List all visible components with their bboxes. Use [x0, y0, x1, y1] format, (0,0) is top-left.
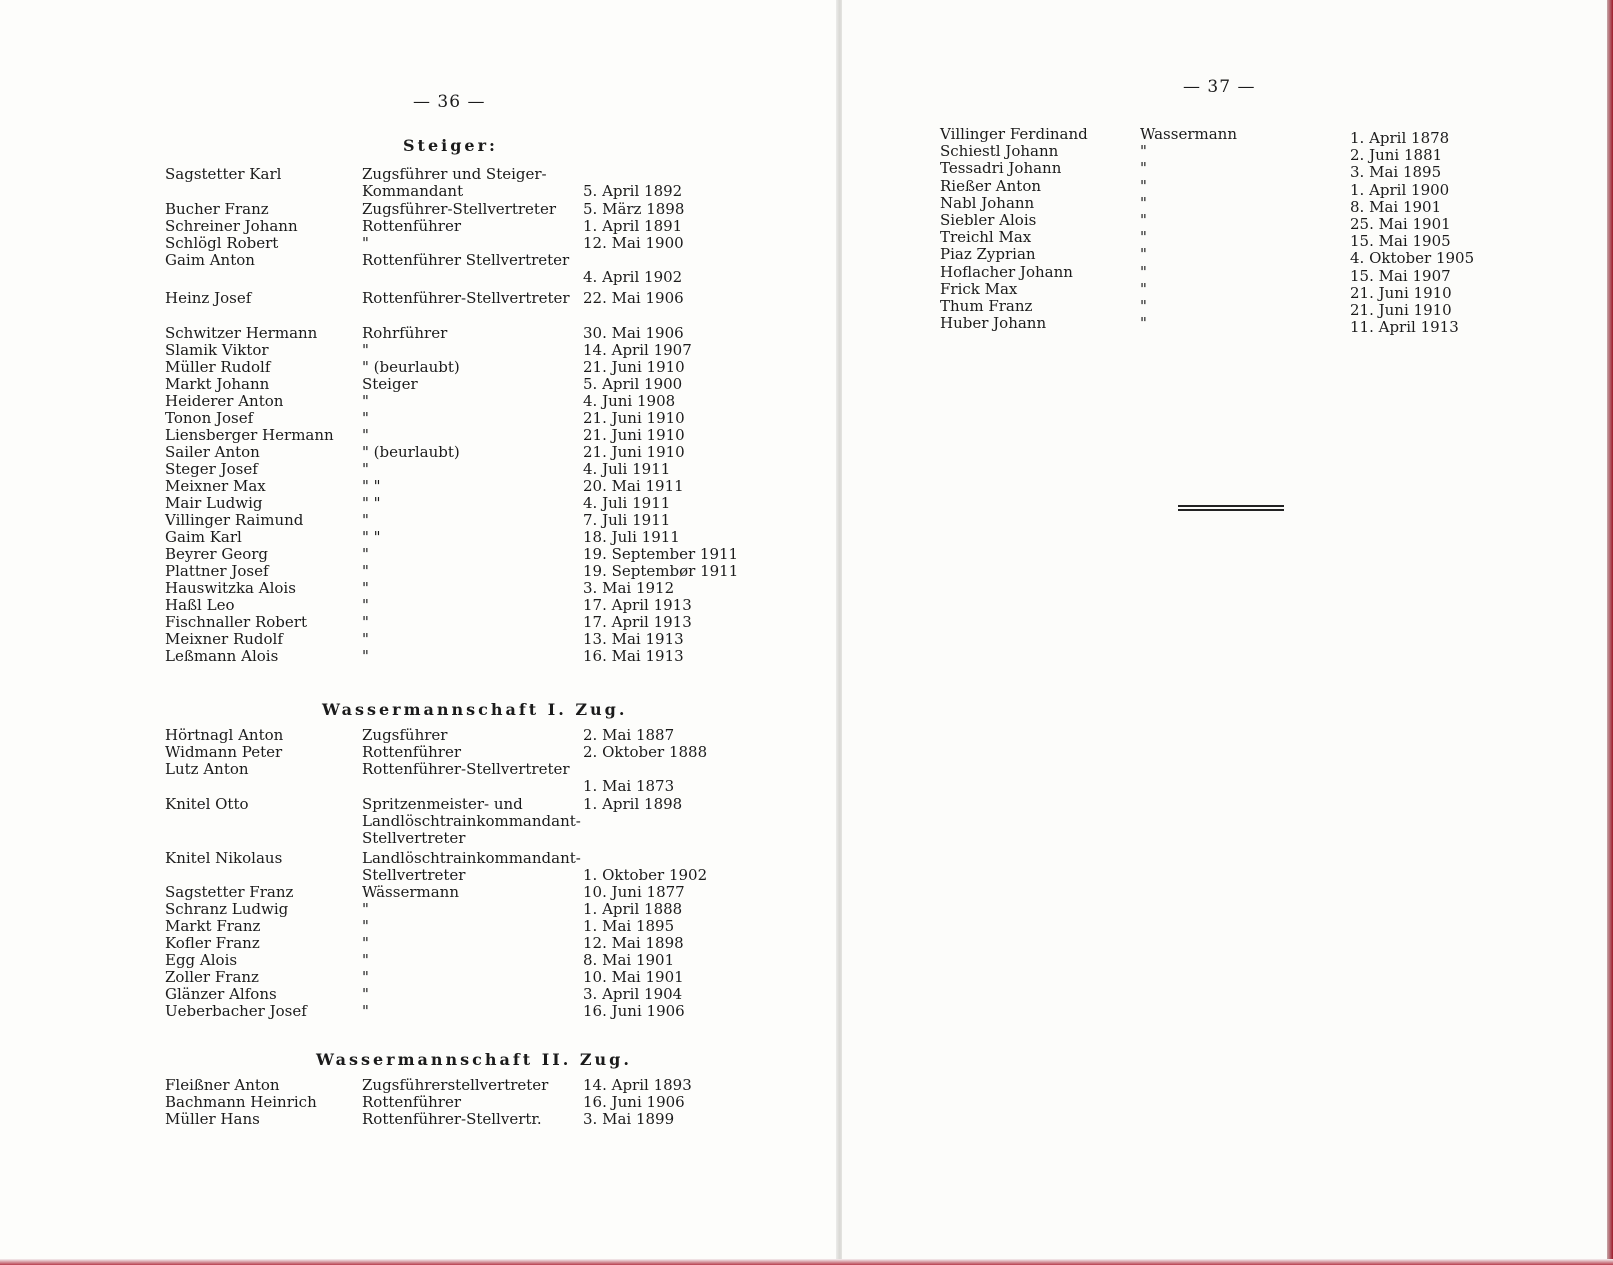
member-rank: "	[1140, 314, 1147, 333]
member-date: 19. September 1911	[583, 545, 739, 563]
member-name: Zoller Franz	[165, 968, 259, 986]
member-name: Knitel Nikolaus	[165, 849, 283, 867]
member-date: 1. Mai 1873	[583, 777, 675, 795]
member-rank: Zugsführer	[362, 726, 448, 744]
member-date: 10. Juni 1877	[583, 883, 685, 901]
member-date: 16. Juni 1906	[583, 1002, 685, 1020]
member-date: 1. April 1891	[583, 217, 683, 235]
member-name: Tonon Josef	[165, 409, 254, 427]
member-date: 2. Mai 1887	[583, 726, 675, 744]
member-date: 1. April 1878	[1350, 129, 1450, 147]
member-name: Glänzer Alfons	[165, 985, 277, 1003]
member-name: Nabl Johann	[940, 193, 1035, 212]
member-name: Frick Max	[940, 279, 1018, 298]
member-name: Lutz Anton	[165, 760, 249, 778]
member-name: Hoflacher Johann	[940, 262, 1073, 281]
member-name: Slamik Viktor	[165, 341, 269, 359]
member-name: Huber Johann	[940, 314, 1047, 333]
member-rank: Rohrführer	[362, 324, 448, 342]
member-name: Fischnaller Robert	[165, 613, 307, 631]
member-name: Heinz Josef	[165, 289, 252, 307]
member-rank: "	[362, 917, 369, 935]
member-name: Fleißner Anton	[165, 1076, 280, 1094]
member-date: 17. April 1913	[583, 613, 692, 631]
member-name: Ueberbacher Josef	[165, 1002, 307, 1020]
member-date: 18. Juli 1911	[583, 528, 680, 546]
member-name: Liensberger Hermann	[165, 426, 334, 444]
member-rank: "	[362, 234, 369, 252]
member-date: 2. Juni 1881	[1350, 146, 1443, 165]
member-name: Villinger Ferdinand	[940, 125, 1088, 143]
member-rank: Wassermann	[1140, 125, 1237, 143]
member-name: Treichl Max	[940, 228, 1032, 247]
member-date: 1. April 1888	[583, 900, 683, 918]
member-rank: " (beurlaubt)	[362, 358, 460, 376]
member-name: Egg Alois	[165, 951, 238, 969]
member-rank: "	[362, 613, 369, 631]
member-date: 3. April 1904	[583, 985, 683, 1003]
member-date: 21. Juni 1910	[583, 443, 685, 461]
member-name: Heiderer Anton	[165, 392, 284, 410]
member-name: Plattner Josef	[165, 562, 269, 580]
member-name: Gaim Anton	[165, 251, 255, 269]
section-title: Wassermannschaft II. Zug.	[316, 1050, 632, 1069]
right-page	[842, 0, 1613, 1265]
member-date: 12. Mai 1898	[583, 934, 684, 952]
member-rank: Zugsführer-Stellvertreter	[362, 200, 556, 218]
member-name: Widmann Peter	[165, 743, 283, 761]
member-date: 15. Mai 1907	[1350, 266, 1451, 285]
member-rank: "	[362, 409, 369, 427]
member-name: Bucher Franz	[165, 200, 269, 218]
member-name: Siebler Alois	[940, 211, 1037, 229]
member-date: 3. Mai 1912	[583, 579, 675, 597]
member-name: Leßmann Alois	[165, 647, 279, 665]
member-date: 5. April 1900	[583, 375, 683, 393]
member-name: Markt Franz	[165, 917, 261, 935]
member-date: 5. März 1898	[583, 200, 685, 218]
member-date: 1. Mai 1895	[583, 917, 675, 935]
member-rank: Rottenführer	[362, 1093, 462, 1111]
page-number-left: — 36 —	[413, 92, 486, 112]
member-rank: "	[1140, 142, 1147, 161]
member-rank: "	[362, 392, 369, 410]
member-rank: Rottenführer-Stellvertr.	[362, 1110, 542, 1128]
member-rank: "	[362, 545, 369, 563]
member-name: Gaim Karl	[165, 528, 242, 546]
member-rank: "	[362, 579, 369, 597]
member-name: Schlögl Robert	[165, 234, 279, 252]
member-rank: Rottenführer	[362, 743, 462, 761]
member-rank: Rottenführer	[362, 217, 462, 235]
page-number-right: — 37 —	[1183, 77, 1256, 97]
member-date: 16. Mai 1913	[583, 647, 684, 665]
section-title: Wassermannschaft I. Zug.	[322, 700, 628, 719]
book-cover-edge-bottom	[0, 1259, 1613, 1265]
member-rank: " "	[362, 477, 381, 495]
member-name: Hauswitzka Alois	[165, 579, 296, 597]
member-date: 10. Mai 1901	[583, 968, 684, 986]
member-rank: "	[1140, 211, 1147, 229]
member-name: Villinger Raimund	[165, 511, 304, 529]
member-name: Tessadri Johann	[940, 159, 1062, 178]
member-rank: "	[362, 934, 369, 952]
member-date: 4. April 1902	[583, 268, 683, 286]
member-rank: Spritzenmeister- und Landlöschtrainkommandant-Stellvertreter	[362, 795, 581, 847]
member-rank: Steiger	[362, 375, 418, 393]
member-rank: "	[362, 1002, 369, 1020]
member-date: 11. April 1913	[1350, 318, 1459, 337]
member-name: Meixner Max	[165, 477, 266, 495]
member-name: Mair Ludwig	[165, 494, 263, 512]
member-rank: Zugsführer und Steiger-Kommandant	[362, 165, 547, 200]
member-date: 2. Oktober 1888	[583, 743, 708, 761]
member-date: 8. Mai 1901	[583, 951, 675, 969]
member-rank: Wässermann	[362, 883, 459, 901]
member-rank: "	[1140, 228, 1147, 247]
member-date: 13. Mai 1913	[583, 630, 684, 648]
member-rank: "	[1140, 159, 1147, 178]
member-rank: Landlöschtrainkommandant-Stellvertreter	[362, 849, 581, 884]
member-name: Kofler Franz	[165, 934, 260, 952]
member-rank: " "	[362, 528, 381, 546]
member-name: Schreiner Johann	[165, 217, 298, 235]
member-date: 7. Juli 1911	[583, 511, 671, 529]
member-rank: " (beurlaubt)	[362, 443, 460, 461]
member-name: Schranz Ludwig	[165, 900, 289, 918]
member-date: 4. Juni 1908	[583, 392, 676, 410]
member-rank: "	[362, 511, 369, 529]
member-name: Piaz Zyprian	[940, 245, 1036, 264]
member-name: Steger Josef	[165, 460, 258, 478]
member-rank: "	[362, 951, 369, 969]
member-name: Schiestl Johann	[940, 142, 1059, 161]
member-date: 15. Mai 1905	[1350, 232, 1451, 251]
member-date: 3. Mai 1899	[583, 1110, 675, 1128]
member-rank: "	[362, 900, 369, 918]
member-rank: "	[362, 562, 369, 580]
member-date: 21. Juni 1910	[1350, 283, 1452, 302]
member-rank: "	[1140, 193, 1147, 212]
member-date: 8. Mai 1901	[1350, 197, 1442, 216]
member-name: Müller Hans	[165, 1110, 260, 1128]
member-name: Bachmann Heinrich	[165, 1093, 317, 1111]
member-date: 21. Juni 1910	[583, 409, 685, 427]
member-rank: "	[362, 426, 369, 444]
member-rank: "	[1140, 245, 1147, 264]
member-rank: "	[362, 460, 369, 478]
member-rank: "	[362, 630, 369, 648]
member-date: 1. April 1900	[1350, 180, 1450, 199]
member-rank: Rottenführer-Stellvertreter	[362, 760, 570, 778]
member-date: 30. Mai 1906	[583, 324, 684, 342]
member-rank: "	[1140, 279, 1147, 298]
member-date: 14. April 1893	[583, 1076, 692, 1094]
member-name: Rießer Anton	[940, 176, 1042, 195]
member-name: Meixner Rudolf	[165, 630, 283, 648]
member-rank: Rottenführer Stellvertreter	[362, 251, 570, 269]
member-rank: "	[1140, 176, 1147, 195]
member-date: 21. Juni 1910	[1350, 301, 1452, 319]
member-date: 21. Juni 1910	[583, 426, 685, 444]
member-name: Markt Johann	[165, 375, 270, 393]
member-rank: "	[1140, 297, 1147, 315]
member-date: 1. Oktober 1902	[583, 866, 708, 884]
member-date: 12. Mai 1900	[583, 234, 684, 252]
member-name: Knitel Otto	[165, 795, 249, 813]
member-name: Sagstetter Karl	[165, 165, 282, 183]
member-date: 17. April 1913	[583, 596, 692, 614]
book-cover-edge	[1607, 0, 1613, 1265]
member-name: Schwitzer Hermann	[165, 324, 318, 342]
member-rank: "	[362, 647, 369, 665]
member-date: 4. Oktober 1905	[1350, 249, 1475, 268]
member-date: 19. Septembør 1911	[583, 562, 739, 580]
member-date: 20. Mai 1911	[583, 477, 684, 495]
member-name: Sagstetter Franz	[165, 883, 294, 901]
member-rank: " "	[362, 494, 381, 512]
member-name: Hörtnagl Anton	[165, 726, 284, 744]
member-name: Haßl Leo	[165, 596, 235, 614]
member-name: Sailer Anton	[165, 443, 260, 461]
member-date: 5. April 1892	[583, 182, 683, 200]
member-rank: Rottenführer-Stellvertreter	[362, 289, 570, 307]
member-date: 4. Juli 1911	[583, 494, 671, 512]
member-date: 3. Mai 1895	[1350, 163, 1442, 182]
member-date: 21. Juni 1910	[583, 358, 685, 376]
member-date: 22. Mai 1906	[583, 289, 684, 307]
member-rank: "	[1140, 262, 1147, 281]
double-rule-divider	[1178, 505, 1284, 511]
member-rank: "	[362, 968, 369, 986]
member-date: 16. Juni 1906	[583, 1093, 685, 1111]
member-rank: Zugsführerstellvertreter	[362, 1076, 549, 1094]
section-title: Steiger:	[403, 136, 498, 155]
member-rank: "	[362, 985, 369, 1003]
member-rank: "	[362, 596, 369, 614]
member-date: 1. April 1898	[583, 795, 683, 813]
member-rank: "	[362, 341, 369, 359]
member-name: Thum Franz	[940, 297, 1033, 315]
member-name: Müller Rudolf	[165, 358, 271, 376]
member-name: Beyrer Georg	[165, 545, 269, 563]
member-date: 14. April 1907	[583, 341, 692, 359]
member-date: 25. Mai 1901	[1350, 215, 1451, 233]
member-date: 4. Juli 1911	[583, 460, 671, 478]
